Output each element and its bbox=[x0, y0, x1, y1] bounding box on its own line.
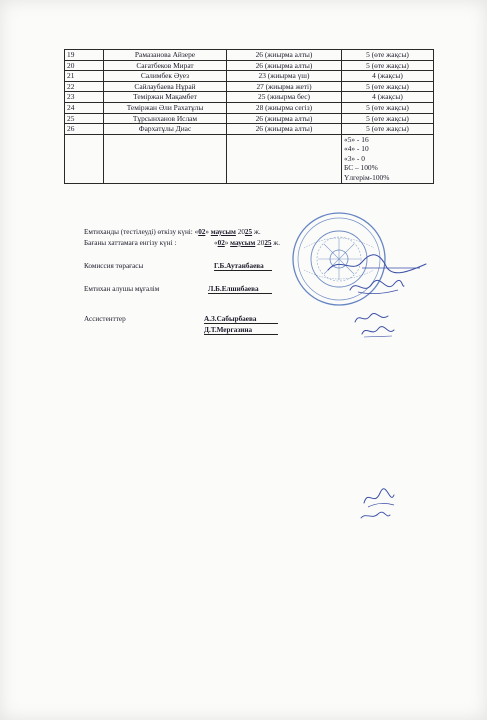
student-name: Сағатбеков Мират bbox=[104, 60, 227, 71]
chair-label: Комиссия төрағасы bbox=[84, 262, 144, 270]
summary-empty-cell bbox=[104, 134, 227, 183]
table-row bbox=[65, 102, 434, 113]
summary-bs: БС – 100% bbox=[344, 163, 378, 173]
summary-row bbox=[65, 134, 434, 183]
student-name: Сайлаубаева Нұрай bbox=[104, 81, 227, 92]
summary-count-5: «5» - 16 bbox=[344, 134, 369, 144]
entry-date-line bbox=[84, 239, 280, 247]
student-grade: 5 (өте жақсы) bbox=[342, 60, 434, 71]
grades-table-body bbox=[65, 50, 434, 184]
row-number: 21 bbox=[65, 71, 104, 82]
assistant-2-name: Д.Т.Мергазина bbox=[204, 326, 278, 335]
student-grade: 4 (жақсы) bbox=[342, 71, 434, 82]
entry-date-month: маусым bbox=[230, 239, 256, 247]
summary-empty-cell bbox=[65, 134, 104, 183]
student-name: Салимбек Әуез bbox=[104, 71, 227, 82]
student-score: 26 (жиырма алты) bbox=[227, 113, 342, 124]
row-number: 25 bbox=[65, 113, 104, 124]
entry-date-close: » bbox=[224, 239, 229, 247]
summary-count-4: «4» - 10 bbox=[344, 144, 369, 154]
student-name: Фархатұлы Диас bbox=[104, 124, 227, 135]
student-grade: 5 (өте жақсы) bbox=[342, 50, 434, 61]
table-row bbox=[65, 71, 434, 82]
table-row bbox=[65, 124, 434, 135]
summary-performance: Үлгерім-100% bbox=[344, 172, 390, 182]
row-number: 19 bbox=[65, 50, 104, 61]
exam-date-open: « bbox=[194, 228, 199, 236]
student-name: Рамазанова Айзере bbox=[104, 50, 227, 61]
student-name: Тұрсынханов Ислам bbox=[104, 113, 227, 124]
summary-empty-cell bbox=[227, 134, 342, 183]
student-name: Теміржан Әли Рахатұлы bbox=[104, 102, 227, 113]
student-grade: 5 (өте жақсы) bbox=[342, 124, 434, 135]
examiner-name: Л.Б.Елшибаева bbox=[208, 285, 272, 294]
chair-signature bbox=[322, 250, 432, 278]
student-grade: 5 (өте жақсы) bbox=[342, 113, 434, 124]
exam-date-suffix: ж. bbox=[253, 228, 261, 236]
table-row bbox=[65, 113, 434, 124]
margin-initials bbox=[358, 510, 392, 522]
summary-count-3: «3» - 0 bbox=[344, 153, 365, 163]
table-row bbox=[65, 50, 434, 61]
table-row bbox=[65, 60, 434, 71]
student-name: Теміржан Мақамбет bbox=[104, 92, 227, 103]
student-grade: 5 (өте жақсы) bbox=[342, 102, 434, 113]
row-number: 22 bbox=[65, 81, 104, 92]
student-score: 28 (жиырма сегіз) bbox=[227, 102, 342, 113]
student-score: 27 (жиырма жеті) bbox=[227, 81, 342, 92]
entry-date-label: Бағаны хаттамаға енгізу күні : bbox=[84, 239, 177, 247]
exam-date-day: 02 bbox=[198, 228, 206, 236]
student-score: 26 (жиырма алты) bbox=[227, 50, 342, 61]
student-score: 26 (жиырма алты) bbox=[227, 60, 342, 71]
assistant-1-name: А.З.Сабырбаева bbox=[204, 315, 278, 324]
exam-date-year-prefix: 20 bbox=[237, 228, 245, 236]
entry-date-year: 25 bbox=[264, 239, 272, 247]
student-score: 23 (жиырма үш) bbox=[227, 71, 342, 82]
table-row bbox=[65, 81, 434, 92]
examiner-signature bbox=[346, 276, 406, 298]
entry-date-suffix: ж. bbox=[273, 239, 281, 247]
assistant-2-signature bbox=[358, 322, 398, 340]
exam-date-close: » bbox=[205, 228, 209, 236]
row-number: 23 bbox=[65, 92, 104, 103]
exam-date-year: 25 bbox=[244, 228, 253, 236]
exam-date-label: Емтиханды (тестілеуді) өткізу күні: bbox=[84, 228, 193, 236]
entry-date-year-prefix: 20 bbox=[257, 239, 265, 247]
entry-date-open: « bbox=[214, 239, 218, 247]
table-row bbox=[65, 92, 434, 103]
examiner-label: Емтихан алушы мұғалім bbox=[84, 285, 160, 293]
chair-name: Г.Б.Аутанбаева bbox=[214, 262, 272, 271]
row-number: 24 bbox=[65, 102, 104, 113]
margin-signature bbox=[360, 485, 398, 511]
assistants-label: Ассистенттер bbox=[84, 315, 126, 323]
entry-date-day: 02 bbox=[217, 239, 225, 247]
row-number: 20 bbox=[65, 60, 104, 71]
student-score: 25 (жиырма бес) bbox=[227, 92, 342, 103]
student-grade: 5 (өте жақсы) bbox=[342, 81, 434, 92]
grades-table bbox=[64, 49, 434, 184]
row-number: 26 bbox=[65, 124, 104, 135]
student-score: 26 (жиырма алты) bbox=[227, 124, 342, 135]
grade-summary bbox=[342, 134, 434, 183]
student-grade: 4 (жақсы) bbox=[342, 92, 434, 103]
exam-date-month: маусым bbox=[210, 228, 236, 236]
exam-date-line bbox=[84, 228, 261, 236]
